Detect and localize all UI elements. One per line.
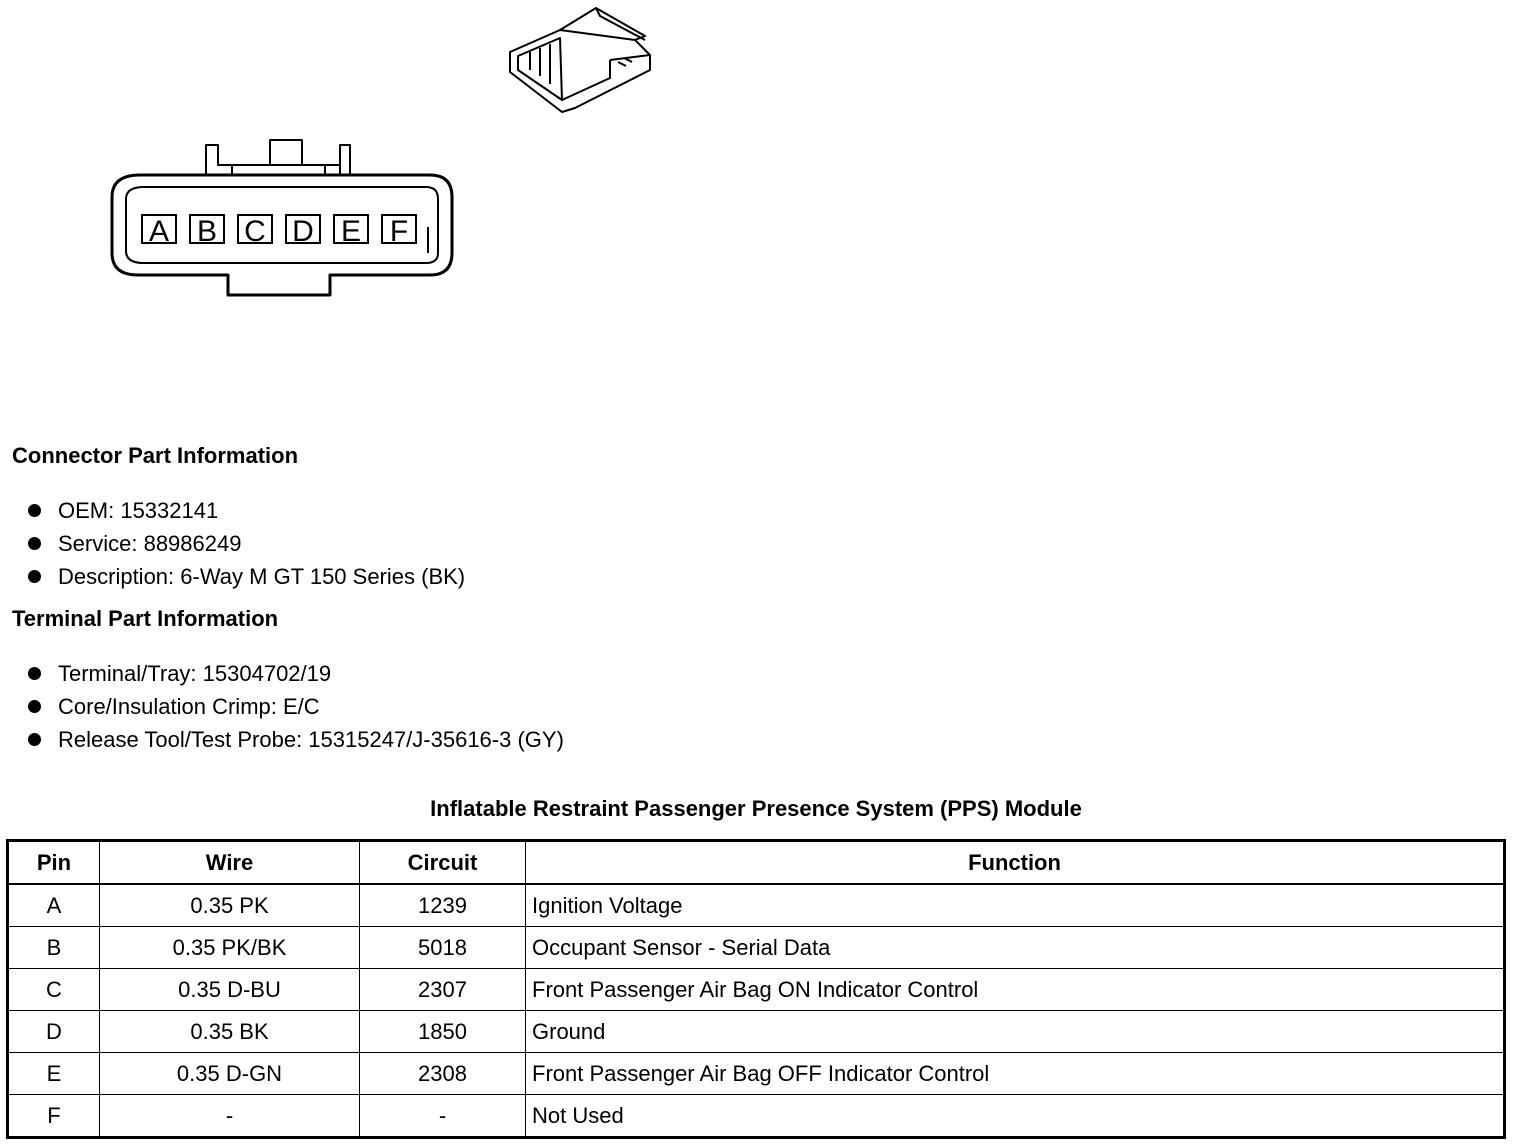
table-row	[8, 1095, 1505, 1138]
cell-function: Ground	[526, 1011, 1505, 1053]
bullet-icon	[28, 700, 41, 713]
table-row	[8, 1011, 1505, 1053]
cell-circuit: 2307	[360, 969, 526, 1011]
cell-wire: -	[100, 1095, 360, 1138]
cell-circuit: 1850	[360, 1011, 526, 1053]
column-header-circuit: Circuit	[360, 841, 526, 885]
list-item: OEM: 15332141	[8, 494, 465, 527]
bullet-icon	[28, 504, 41, 517]
cell-function: Ignition Voltage	[526, 884, 1505, 927]
table-title: Inflatable Restraint Passenger Presence System (PPS) Module	[430, 796, 1082, 821]
table-row	[8, 884, 1505, 927]
column-header-function: Function	[526, 841, 1505, 885]
pin-label-a: A	[148, 215, 170, 248]
bullet-icon	[28, 537, 41, 550]
cell-pin: E	[8, 1053, 100, 1095]
cell-pin: B	[8, 927, 100, 969]
cell-wire: 0.35 PK/BK	[100, 927, 360, 969]
cell-circuit: -	[360, 1095, 526, 1138]
list-item: Description: 6-Way M GT 150 Series (BK)	[8, 560, 465, 593]
table-header-row	[8, 841, 1505, 885]
connector-info-list	[8, 494, 465, 593]
cell-pin: A	[8, 884, 100, 927]
list-item: Release Tool/Test Probe: 15315247/J-35616-3 (GY)	[8, 723, 564, 756]
connector-isometric-illustration	[500, 0, 660, 120]
terminal-info-heading: Terminal Part Information	[12, 606, 279, 631]
pin-label-f: F	[389, 215, 409, 248]
cell-pin: F	[8, 1095, 100, 1138]
cell-circuit: 5018	[360, 927, 526, 969]
cell-wire: 0.35 PK	[100, 884, 360, 927]
pin-label-c: C	[244, 215, 266, 248]
cell-pin: D	[8, 1011, 100, 1053]
terminal-info-list	[8, 657, 564, 756]
pin-label-boxes	[142, 215, 416, 243]
table-row	[8, 1053, 1505, 1095]
cell-wire: 0.35 BK	[100, 1011, 360, 1053]
column-header-wire: Wire	[100, 841, 360, 885]
cell-wire: 0.35 D-BU	[100, 969, 360, 1011]
table-row	[8, 969, 1505, 1011]
bullet-icon	[28, 667, 41, 680]
bullet-icon	[28, 570, 41, 583]
bullet-icon	[28, 733, 41, 746]
pin-table	[6, 839, 1506, 1139]
cell-function: Front Passenger Air Bag ON Indicator Control	[526, 969, 1505, 1011]
pin-label-b: B	[196, 215, 218, 248]
table-row	[8, 927, 1505, 969]
pin-label-d: D	[292, 215, 314, 248]
list-item: Core/Insulation Crimp: E/C	[8, 690, 564, 723]
cell-function: Front Passenger Air Bag OFF Indicator Control	[526, 1053, 1505, 1095]
cell-pin: C	[8, 969, 100, 1011]
cell-circuit: 1239	[360, 884, 526, 927]
list-item: Terminal/Tray: 15304702/19	[8, 657, 564, 690]
pin-label-e: E	[340, 215, 362, 248]
cell-circuit: 2308	[360, 1053, 526, 1095]
cell-function: Not Used	[526, 1095, 1505, 1138]
connector-face-diagram	[100, 135, 470, 310]
list-item: Service: 88986249	[8, 527, 465, 560]
cell-function: Occupant Sensor - Serial Data	[526, 927, 1505, 969]
cell-wire: 0.35 D-GN	[100, 1053, 360, 1095]
connector-info-heading: Connector Part Information	[12, 443, 299, 468]
column-header-pin: Pin	[8, 841, 100, 885]
